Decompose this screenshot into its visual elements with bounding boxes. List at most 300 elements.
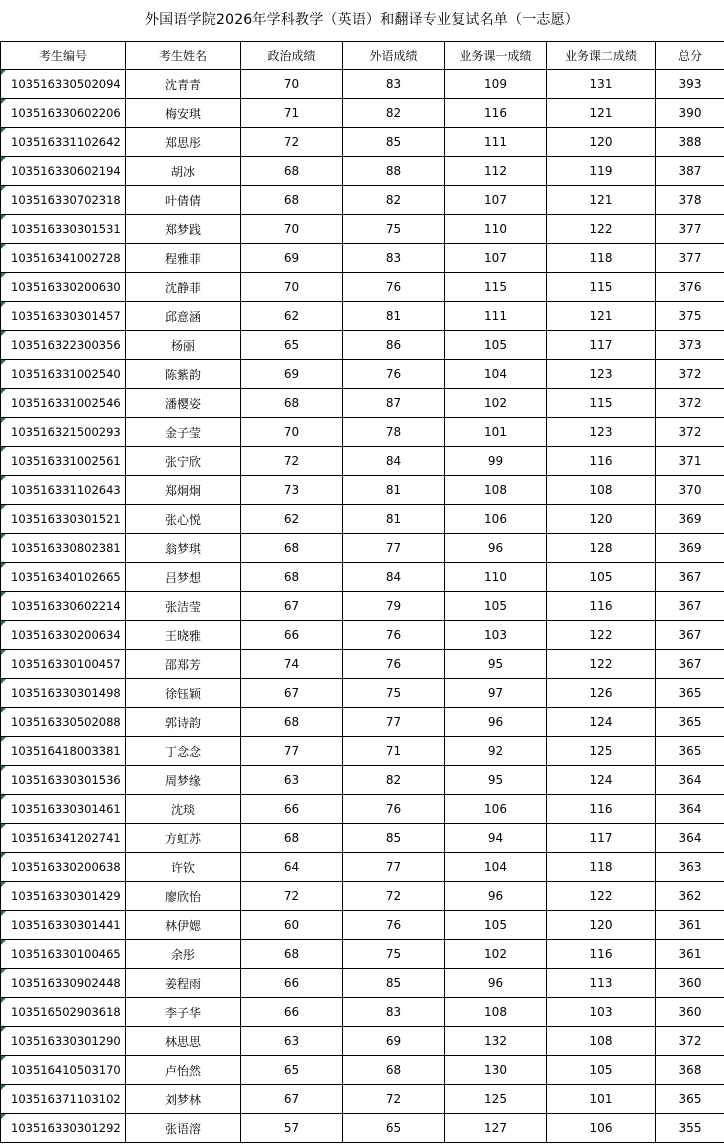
subject-two-score-cell: 106 <box>547 1114 656 1143</box>
politics-score-cell: 67 <box>241 592 343 621</box>
candidate-id-cell: 103516330802381 <box>1 534 126 563</box>
total-score-cell: 372 <box>656 360 724 389</box>
candidate-id-cell: 103516330301498 <box>1 679 126 708</box>
total-score-cell: 376 <box>656 273 724 302</box>
foreign-language-score-cell: 85 <box>343 969 445 998</box>
table-row <box>1 737 724 766</box>
total-score-cell: 364 <box>656 766 724 795</box>
politics-score-cell: 65 <box>241 1056 343 1085</box>
table-row <box>1 215 724 244</box>
subject-two-score-cell: 121 <box>547 186 656 215</box>
total-score-cell: 368 <box>656 1056 724 1085</box>
total-score-cell: 367 <box>656 650 724 679</box>
subject-one-score-cell: 108 <box>445 476 547 505</box>
subject-one-score-cell: 99 <box>445 447 547 476</box>
table-row <box>1 1114 724 1143</box>
candidate-name-cell: 周梦缘 <box>126 766 241 795</box>
foreign-language-score-cell: 82 <box>343 766 445 795</box>
subject-two-score-cell: 116 <box>547 795 656 824</box>
candidate-id-cell: 103516330902448 <box>1 969 126 998</box>
candidate-name-cell: 郭诗韵 <box>126 708 241 737</box>
candidate-name-cell: 姜程雨 <box>126 969 241 998</box>
foreign-language-score-cell: 76 <box>343 911 445 940</box>
table-row <box>1 1085 724 1114</box>
candidate-id-cell: 103516410503170 <box>1 1056 126 1085</box>
foreign-language-score-cell: 83 <box>343 244 445 273</box>
candidate-id-cell: 103516331002546 <box>1 389 126 418</box>
subject-two-score-cell: 120 <box>547 911 656 940</box>
subject-two-score-cell: 124 <box>547 708 656 737</box>
subject-one-score-cell: 111 <box>445 128 547 157</box>
table-row <box>1 998 724 1027</box>
subject-two-score-cell: 115 <box>547 389 656 418</box>
foreign-language-score-cell: 77 <box>343 708 445 737</box>
column-header-politics-score: 政治成绩 <box>241 42 343 70</box>
candidate-name-cell: 王晓雅 <box>126 621 241 650</box>
table-row <box>1 331 724 360</box>
politics-score-cell: 71 <box>241 99 343 128</box>
total-score-cell: 363 <box>656 853 724 882</box>
politics-score-cell: 73 <box>241 476 343 505</box>
candidate-id-cell: 103516331002561 <box>1 447 126 476</box>
candidate-id-cell: 103516418003381 <box>1 737 126 766</box>
total-score-cell: 364 <box>656 824 724 853</box>
subject-two-score-cell: 122 <box>547 215 656 244</box>
total-score-cell: 365 <box>656 1085 724 1114</box>
table-row <box>1 389 724 418</box>
table-row <box>1 476 724 505</box>
candidate-name-cell: 许钦 <box>126 853 241 882</box>
table-row <box>1 99 724 128</box>
subject-one-score-cell: 105 <box>445 911 547 940</box>
table-row <box>1 128 724 157</box>
politics-score-cell: 67 <box>241 679 343 708</box>
subject-two-score-cell: 113 <box>547 969 656 998</box>
politics-score-cell: 65 <box>241 331 343 360</box>
candidate-name-cell: 程雅菲 <box>126 244 241 273</box>
total-score-cell: 378 <box>656 186 724 215</box>
column-header-foreign-language-score: 外语成绩 <box>343 42 445 70</box>
politics-score-cell: 67 <box>241 1085 343 1114</box>
politics-score-cell: 68 <box>241 534 343 563</box>
total-score-cell: 369 <box>656 505 724 534</box>
foreign-language-score-cell: 71 <box>343 737 445 766</box>
foreign-language-score-cell: 75 <box>343 940 445 969</box>
total-score-cell: 369 <box>656 534 724 563</box>
candidate-name-cell: 梅安琪 <box>126 99 241 128</box>
table-row <box>1 360 724 389</box>
subject-two-score-cell: 117 <box>547 824 656 853</box>
foreign-language-score-cell: 69 <box>343 1027 445 1056</box>
foreign-language-score-cell: 76 <box>343 795 445 824</box>
total-score-cell: 361 <box>656 940 724 969</box>
subject-one-score-cell: 96 <box>445 708 547 737</box>
foreign-language-score-cell: 83 <box>343 998 445 1027</box>
foreign-language-score-cell: 85 <box>343 128 445 157</box>
subject-one-score-cell: 125 <box>445 1085 547 1114</box>
politics-score-cell: 68 <box>241 389 343 418</box>
candidate-name-cell: 郑炯炯 <box>126 476 241 505</box>
total-score-cell: 365 <box>656 679 724 708</box>
subject-one-score-cell: 96 <box>445 882 547 911</box>
subject-one-score-cell: 107 <box>445 186 547 215</box>
subject-two-score-cell: 122 <box>547 621 656 650</box>
subject-one-score-cell: 115 <box>445 273 547 302</box>
table-row <box>1 679 724 708</box>
subject-one-score-cell: 101 <box>445 418 547 447</box>
candidate-id-cell: 103516330200630 <box>1 273 126 302</box>
candidate-name-cell: 杨丽 <box>126 331 241 360</box>
candidate-id-cell: 103516331102643 <box>1 476 126 505</box>
total-score-cell: 365 <box>656 737 724 766</box>
subject-two-score-cell: 103 <box>547 998 656 1027</box>
politics-score-cell: 68 <box>241 824 343 853</box>
candidate-id-cell: 103516330100465 <box>1 940 126 969</box>
total-score-cell: 364 <box>656 795 724 824</box>
subject-two-score-cell: 101 <box>547 1085 656 1114</box>
total-score-cell: 355 <box>656 1114 724 1143</box>
candidate-name-cell: 胡冰 <box>126 157 241 186</box>
subject-one-score-cell: 103 <box>445 621 547 650</box>
subject-one-score-cell: 105 <box>445 331 547 360</box>
total-score-cell: 360 <box>656 998 724 1027</box>
subject-one-score-cell: 96 <box>445 969 547 998</box>
subject-one-score-cell: 108 <box>445 998 547 1027</box>
table-row <box>1 853 724 882</box>
politics-score-cell: 66 <box>241 998 343 1027</box>
candidate-name-cell: 丁念念 <box>126 737 241 766</box>
table-row <box>1 70 724 99</box>
candidate-name-cell: 陈紫韵 <box>126 360 241 389</box>
table-row <box>1 882 724 911</box>
politics-score-cell: 60 <box>241 911 343 940</box>
subject-two-score-cell: 131 <box>547 70 656 99</box>
foreign-language-score-cell: 65 <box>343 1114 445 1143</box>
foreign-language-score-cell: 84 <box>343 563 445 592</box>
politics-score-cell: 70 <box>241 215 343 244</box>
candidate-id-cell: 103516330502094 <box>1 70 126 99</box>
subject-two-score-cell: 119 <box>547 157 656 186</box>
subject-one-score-cell: 102 <box>445 389 547 418</box>
candidate-name-cell: 叶倩倩 <box>126 186 241 215</box>
candidate-id-cell: 103516321500293 <box>1 418 126 447</box>
politics-score-cell: 57 <box>241 1114 343 1143</box>
candidate-id-cell: 103516330301429 <box>1 882 126 911</box>
candidate-name-cell: 张语溶 <box>126 1114 241 1143</box>
candidate-name-cell: 张心悦 <box>126 505 241 534</box>
candidate-id-cell: 103516331002540 <box>1 360 126 389</box>
total-score-cell: 365 <box>656 708 724 737</box>
foreign-language-score-cell: 81 <box>343 505 445 534</box>
subject-two-score-cell: 122 <box>547 650 656 679</box>
header-row <box>1 42 724 70</box>
subject-one-score-cell: 95 <box>445 650 547 679</box>
candidate-id-cell: 103516330301531 <box>1 215 126 244</box>
subject-one-score-cell: 112 <box>445 157 547 186</box>
total-score-cell: 367 <box>656 592 724 621</box>
subject-two-score-cell: 124 <box>547 766 656 795</box>
total-score-cell: 367 <box>656 563 724 592</box>
politics-score-cell: 74 <box>241 650 343 679</box>
candidate-name-cell: 郑思彤 <box>126 128 241 157</box>
candidate-id-cell: 103516330702318 <box>1 186 126 215</box>
candidate-name-cell: 翁梦琪 <box>126 534 241 563</box>
total-score-cell: 387 <box>656 157 724 186</box>
foreign-language-score-cell: 77 <box>343 534 445 563</box>
subject-one-score-cell: 92 <box>445 737 547 766</box>
politics-score-cell: 66 <box>241 621 343 650</box>
foreign-language-score-cell: 81 <box>343 476 445 505</box>
column-header-candidate-id: 考生编号 <box>1 42 126 70</box>
politics-score-cell: 68 <box>241 186 343 215</box>
politics-score-cell: 77 <box>241 737 343 766</box>
subject-two-score-cell: 118 <box>547 853 656 882</box>
politics-score-cell: 62 <box>241 302 343 331</box>
subject-two-score-cell: 123 <box>547 360 656 389</box>
foreign-language-score-cell: 83 <box>343 70 445 99</box>
candidate-name-cell: 潘樱姿 <box>126 389 241 418</box>
candidate-id-cell: 103516331102642 <box>1 128 126 157</box>
politics-score-cell: 70 <box>241 418 343 447</box>
subject-two-score-cell: 120 <box>547 505 656 534</box>
subject-one-score-cell: 110 <box>445 215 547 244</box>
candidate-id-cell: 103516330602206 <box>1 99 126 128</box>
table-body <box>1 70 724 1143</box>
foreign-language-score-cell: 82 <box>343 99 445 128</box>
subject-two-score-cell: 120 <box>547 128 656 157</box>
candidate-id-cell: 103516330602194 <box>1 157 126 186</box>
table-row <box>1 1027 724 1056</box>
table-row <box>1 969 724 998</box>
table-row <box>1 621 724 650</box>
subject-one-score-cell: 106 <box>445 505 547 534</box>
subject-one-score-cell: 110 <box>445 563 547 592</box>
candidate-name-cell: 金子莹 <box>126 418 241 447</box>
candidate-id-cell: 103516330301521 <box>1 505 126 534</box>
subject-two-score-cell: 118 <box>547 244 656 273</box>
candidate-id-cell: 103516502903618 <box>1 998 126 1027</box>
candidate-name-cell: 邵郑芳 <box>126 650 241 679</box>
politics-score-cell: 66 <box>241 795 343 824</box>
candidate-id-cell: 103516330301290 <box>1 1027 126 1056</box>
candidate-id-cell: 103516371103102 <box>1 1085 126 1114</box>
candidate-id-cell: 103516330301457 <box>1 302 126 331</box>
total-score-cell: 367 <box>656 621 724 650</box>
subject-two-score-cell: 128 <box>547 534 656 563</box>
subject-two-score-cell: 115 <box>547 273 656 302</box>
table-row <box>1 563 724 592</box>
table-row <box>1 186 724 215</box>
candidate-id-cell: 103516330200638 <box>1 853 126 882</box>
column-header-total-score: 总分 <box>656 42 724 70</box>
politics-score-cell: 62 <box>241 505 343 534</box>
subject-one-score-cell: 109 <box>445 70 547 99</box>
table-row <box>1 592 724 621</box>
candidate-name-cell: 廖欣怡 <box>126 882 241 911</box>
politics-score-cell: 68 <box>241 157 343 186</box>
total-score-cell: 370 <box>656 476 724 505</box>
politics-score-cell: 63 <box>241 1027 343 1056</box>
subject-two-score-cell: 105 <box>547 1056 656 1085</box>
foreign-language-score-cell: 84 <box>343 447 445 476</box>
total-score-cell: 375 <box>656 302 724 331</box>
foreign-language-score-cell: 75 <box>343 679 445 708</box>
candidate-name-cell: 刘梦林 <box>126 1085 241 1114</box>
subject-two-score-cell: 108 <box>547 1027 656 1056</box>
candidate-name-cell: 张宁欣 <box>126 447 241 476</box>
subject-two-score-cell: 116 <box>547 447 656 476</box>
politics-score-cell: 68 <box>241 563 343 592</box>
subject-one-score-cell: 116 <box>445 99 547 128</box>
candidate-name-cell: 林伊媤 <box>126 911 241 940</box>
subject-one-score-cell: 106 <box>445 795 547 824</box>
subject-two-score-cell: 123 <box>547 418 656 447</box>
candidate-name-cell: 林思思 <box>126 1027 241 1056</box>
candidate-name-cell: 卢怡然 <box>126 1056 241 1085</box>
foreign-language-score-cell: 76 <box>343 621 445 650</box>
subject-one-score-cell: 104 <box>445 853 547 882</box>
table-row <box>1 534 724 563</box>
candidate-name-cell: 沈青青 <box>126 70 241 99</box>
subject-two-score-cell: 117 <box>547 331 656 360</box>
subject-one-score-cell: 96 <box>445 534 547 563</box>
subject-one-score-cell: 95 <box>445 766 547 795</box>
foreign-language-score-cell: 68 <box>343 1056 445 1085</box>
foreign-language-score-cell: 75 <box>343 215 445 244</box>
table-row <box>1 1056 724 1085</box>
subject-two-score-cell: 108 <box>547 476 656 505</box>
subject-one-score-cell: 127 <box>445 1114 547 1143</box>
politics-score-cell: 69 <box>241 244 343 273</box>
subject-two-score-cell: 121 <box>547 302 656 331</box>
candidate-id-cell: 103516341002728 <box>1 244 126 273</box>
table-row <box>1 418 724 447</box>
politics-score-cell: 70 <box>241 70 343 99</box>
foreign-language-score-cell: 76 <box>343 360 445 389</box>
subject-one-score-cell: 94 <box>445 824 547 853</box>
candidate-name-cell: 徐钰颖 <box>126 679 241 708</box>
subject-two-score-cell: 116 <box>547 940 656 969</box>
total-score-cell: 372 <box>656 418 724 447</box>
politics-score-cell: 72 <box>241 128 343 157</box>
candidate-id-cell: 103516330602214 <box>1 592 126 621</box>
table-row <box>1 708 724 737</box>
total-score-cell: 390 <box>656 99 724 128</box>
candidate-id-cell: 103516340102665 <box>1 563 126 592</box>
politics-score-cell: 64 <box>241 853 343 882</box>
total-score-cell: 377 <box>656 244 724 273</box>
column-header-subject-one-score: 业务课一成绩 <box>445 42 547 70</box>
table-row <box>1 824 724 853</box>
subject-two-score-cell: 125 <box>547 737 656 766</box>
candidate-name-cell: 吕梦想 <box>126 563 241 592</box>
table-row <box>1 505 724 534</box>
table-row <box>1 650 724 679</box>
politics-score-cell: 63 <box>241 766 343 795</box>
politics-score-cell: 69 <box>241 360 343 389</box>
table-row <box>1 302 724 331</box>
candidate-id-cell: 103516330200634 <box>1 621 126 650</box>
candidate-id-cell: 103516341202741 <box>1 824 126 853</box>
foreign-language-score-cell: 77 <box>343 853 445 882</box>
candidate-name-cell: 邱意涵 <box>126 302 241 331</box>
subject-two-score-cell: 105 <box>547 563 656 592</box>
candidate-id-cell: 103516330301292 <box>1 1114 126 1143</box>
total-score-cell: 388 <box>656 128 724 157</box>
table-row <box>1 940 724 969</box>
table-row <box>1 244 724 273</box>
foreign-language-score-cell: 76 <box>343 650 445 679</box>
total-score-cell: 361 <box>656 911 724 940</box>
candidate-name-cell: 郑梦践 <box>126 215 241 244</box>
politics-score-cell: 66 <box>241 969 343 998</box>
candidate-id-cell: 103516330100457 <box>1 650 126 679</box>
total-score-cell: 373 <box>656 331 724 360</box>
subject-two-score-cell: 116 <box>547 592 656 621</box>
total-score-cell: 372 <box>656 389 724 418</box>
candidate-name-cell: 方虹苏 <box>126 824 241 853</box>
subject-two-score-cell: 122 <box>547 882 656 911</box>
foreign-language-score-cell: 81 <box>343 302 445 331</box>
candidate-name-cell: 张洁莹 <box>126 592 241 621</box>
total-score-cell: 371 <box>656 447 724 476</box>
subject-one-score-cell: 105 <box>445 592 547 621</box>
total-score-cell: 362 <box>656 882 724 911</box>
foreign-language-score-cell: 87 <box>343 389 445 418</box>
table-row <box>1 911 724 940</box>
subject-one-score-cell: 97 <box>445 679 547 708</box>
foreign-language-score-cell: 85 <box>343 824 445 853</box>
table-row <box>1 766 724 795</box>
candidate-name-cell: 余彤 <box>126 940 241 969</box>
subject-one-score-cell: 102 <box>445 940 547 969</box>
column-header-candidate-name: 考生姓名 <box>126 42 241 70</box>
politics-score-cell: 68 <box>241 940 343 969</box>
table-row <box>1 795 724 824</box>
table-row <box>1 157 724 186</box>
subject-two-score-cell: 126 <box>547 679 656 708</box>
subject-two-score-cell: 121 <box>547 99 656 128</box>
foreign-language-score-cell: 86 <box>343 331 445 360</box>
candidate-id-cell: 103516330301461 <box>1 795 126 824</box>
total-score-cell: 360 <box>656 969 724 998</box>
total-score-cell: 377 <box>656 215 724 244</box>
foreign-language-score-cell: 88 <box>343 157 445 186</box>
candidate-id-cell: 103516330301536 <box>1 766 126 795</box>
politics-score-cell: 70 <box>241 273 343 302</box>
subject-one-score-cell: 111 <box>445 302 547 331</box>
column-header-subject-two-score: 业务课二成绩 <box>547 42 656 70</box>
politics-score-cell: 72 <box>241 447 343 476</box>
subject-one-score-cell: 107 <box>445 244 547 273</box>
candidate-id-cell: 103516322300356 <box>1 331 126 360</box>
total-score-cell: 372 <box>656 1027 724 1056</box>
foreign-language-score-cell: 82 <box>343 186 445 215</box>
subject-one-score-cell: 132 <box>445 1027 547 1056</box>
politics-score-cell: 68 <box>241 708 343 737</box>
candidate-id-cell: 103516330301441 <box>1 911 126 940</box>
foreign-language-score-cell: 72 <box>343 882 445 911</box>
politics-score-cell: 72 <box>241 882 343 911</box>
foreign-language-score-cell: 76 <box>343 273 445 302</box>
candidate-table <box>0 41 724 1143</box>
page-title: 外国语学院2026年学科教学（英语）和翻译专业复试名单（一志愿） <box>144 12 580 28</box>
foreign-language-score-cell: 72 <box>343 1085 445 1114</box>
table-row <box>1 447 724 476</box>
foreign-language-score-cell: 78 <box>343 418 445 447</box>
candidate-name-cell: 沈琰 <box>126 795 241 824</box>
subject-one-score-cell: 130 <box>445 1056 547 1085</box>
